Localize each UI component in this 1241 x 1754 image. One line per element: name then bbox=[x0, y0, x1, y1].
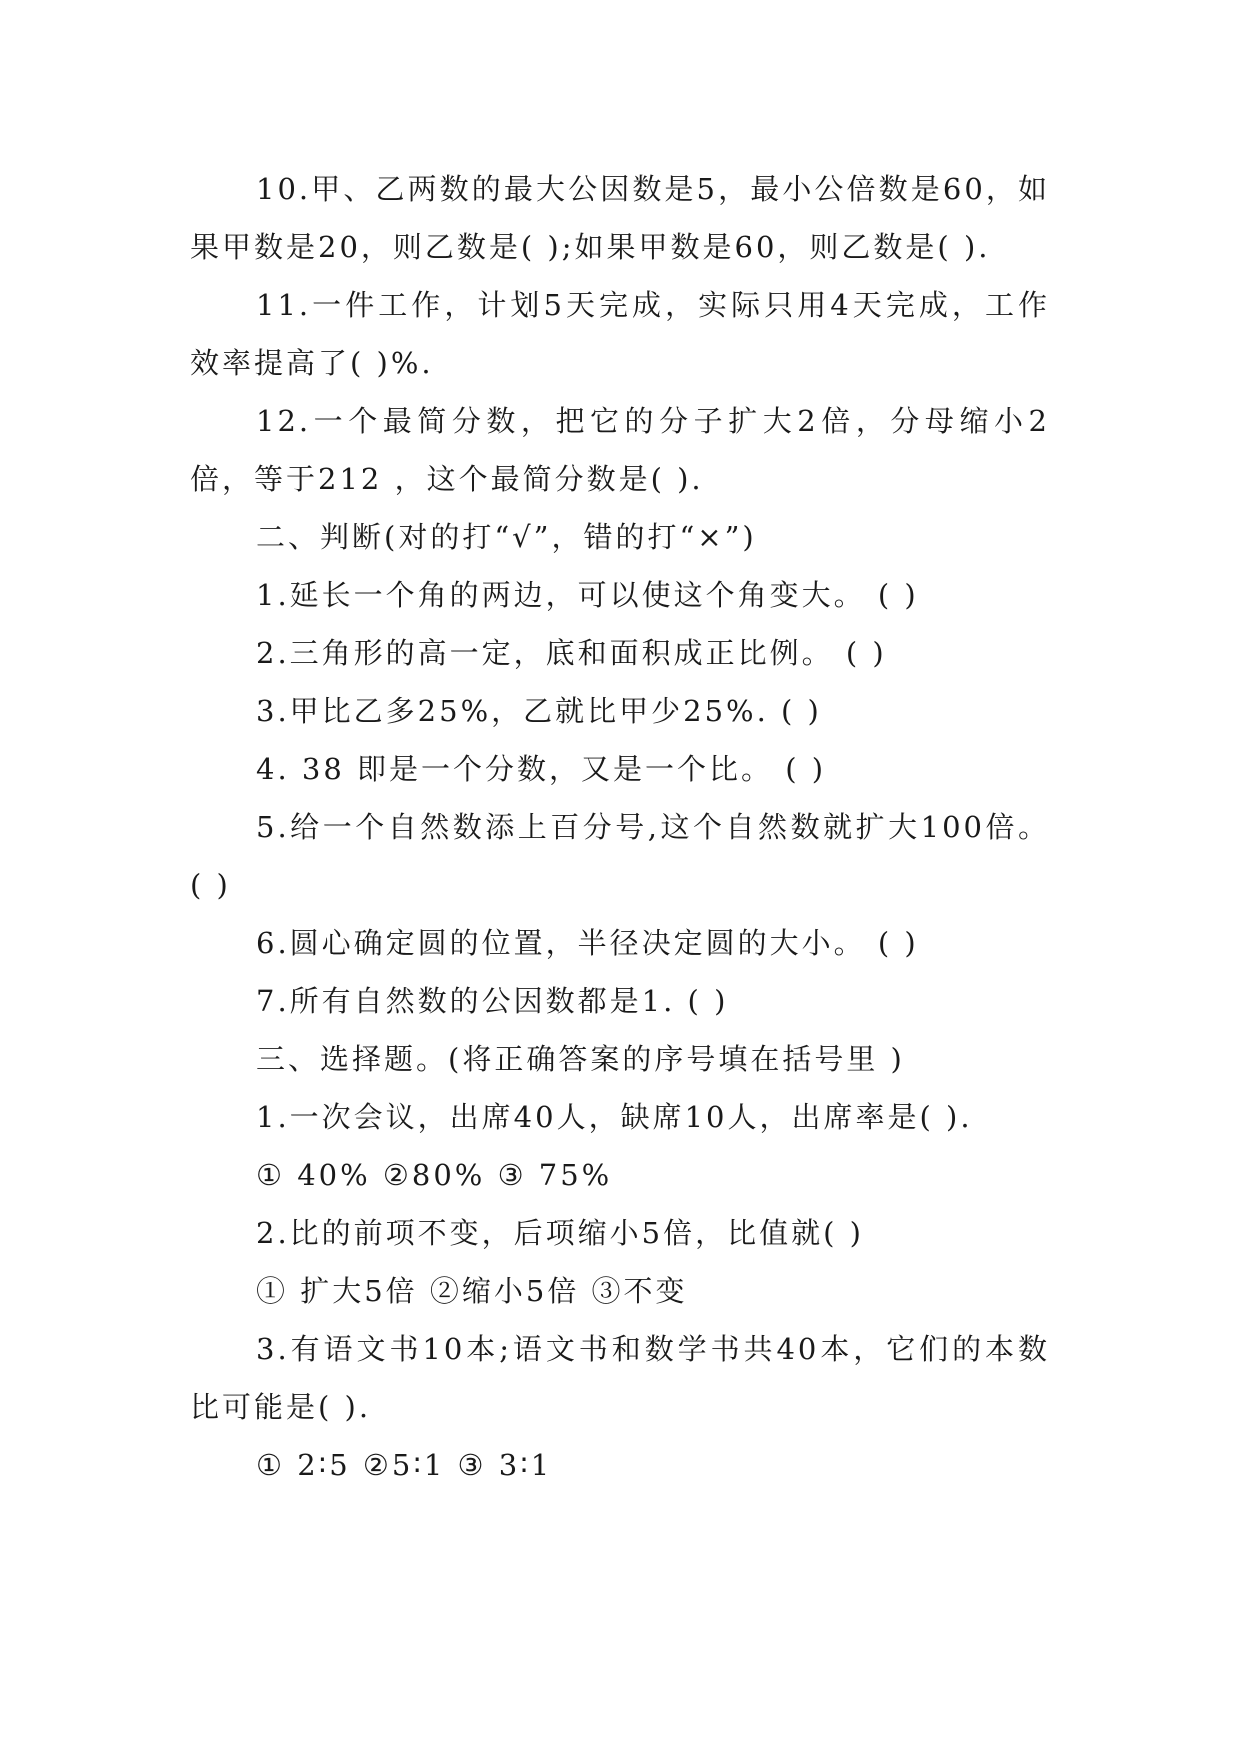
section-heading-judgment: 二、判断(对的打“√”，错的打“×”) bbox=[256, 520, 757, 554]
choice-2-options: ① 扩大5倍 ②缩小5倍 ③不变 bbox=[256, 1274, 688, 1308]
question-12: 12.一个最简分数，把它的分子扩大2倍，分母缩小2倍，等于212 ，这个最简分数是( ). bbox=[190, 404, 1050, 496]
document-body bbox=[190, 160, 1050, 1494]
judgment-4: 4. 38 即是一个分数，又是一个比。 ( ) bbox=[256, 752, 827, 786]
question-10: 10.甲、乙两数的最大公因数是5，最小公倍数是60，如果甲数是20，则乙数是( );如果甲数是60，则乙数是( ). bbox=[190, 172, 1050, 264]
judgment-1: 1.延长一个角的两边，可以使这个角变大。 ( ) bbox=[256, 578, 919, 612]
choice-3-options: ① 2∶5 ②5∶1 ③ 3∶1 bbox=[256, 1448, 553, 1482]
choice-3: 3.有语文书10本;语文书和数学书共40本，它们的本数比可能是( ). bbox=[190, 1332, 1050, 1424]
judgment-6: 6.圆心确定圆的位置，半径决定圆的大小。 ( ) bbox=[256, 926, 919, 960]
choice-1-options: ① 40% ②80% ③ 75% bbox=[256, 1158, 613, 1192]
section-heading-choice: 三、选择题。(将正确答案的序号填在括号里 ) bbox=[256, 1042, 905, 1076]
judgment-5: 5.给一个自然数添上百分号,这个自然数就扩大100倍。( ) bbox=[190, 810, 1050, 902]
judgment-2: 2.三角形的高一定，底和面积成正比例。 ( ) bbox=[256, 636, 887, 670]
choice-2: 2.比的前项不变，后项缩小5倍，比值就( ) bbox=[256, 1216, 864, 1250]
judgment-7: 7.所有自然数的公因数都是1. ( ) bbox=[256, 984, 729, 1018]
question-11: 11.一件工作，计划5天完成，实际只用4天完成，工作效率提高了( )%. bbox=[190, 288, 1050, 380]
judgment-3: 3.甲比乙多25%，乙就比甲少25%. ( ) bbox=[256, 694, 822, 728]
choice-1: 1.一次会议，出席40人，缺席10人，出席率是( ). bbox=[256, 1100, 973, 1134]
